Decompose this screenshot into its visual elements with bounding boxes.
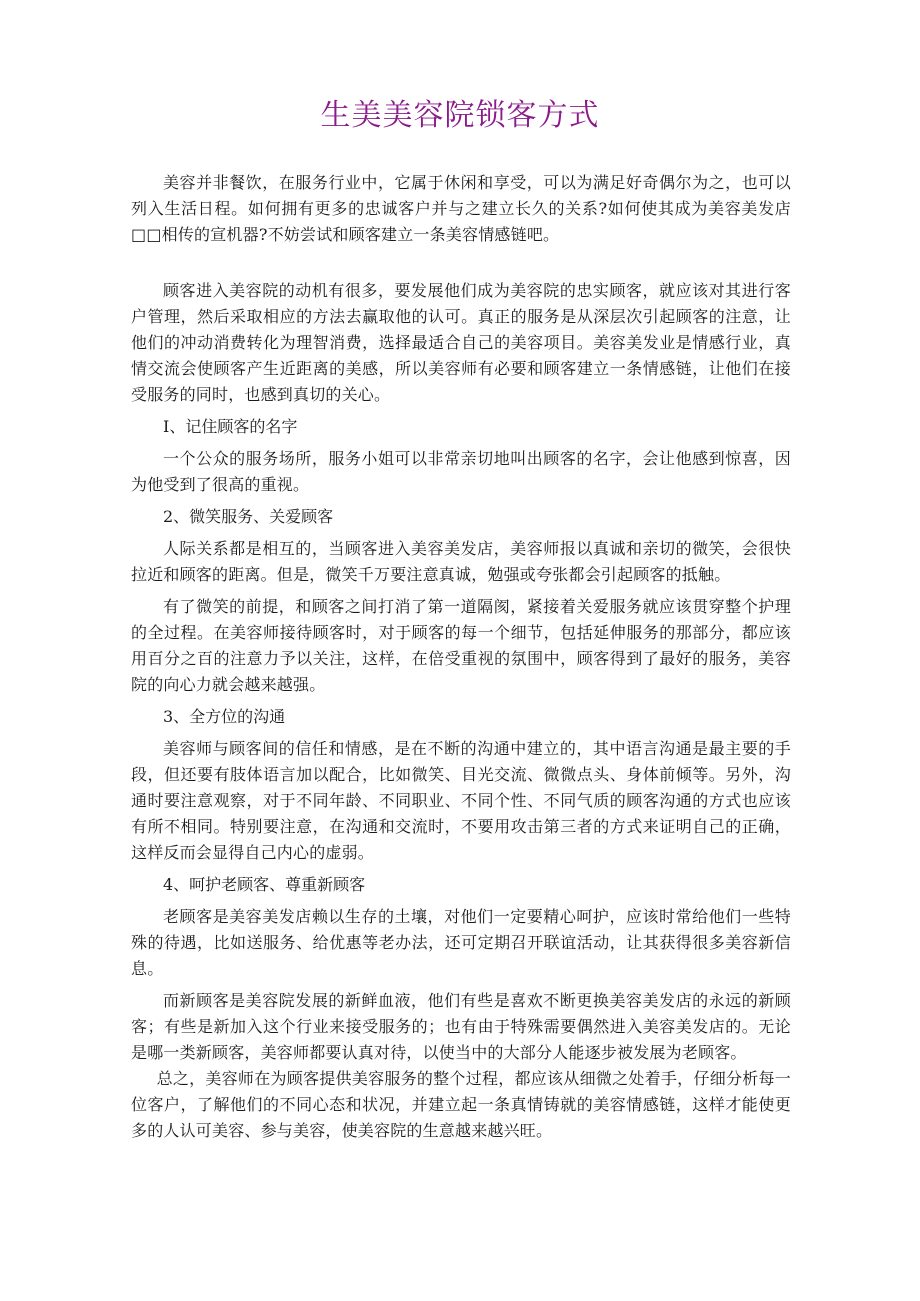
page-title: 生美美容院锁客方式 <box>320 98 600 133</box>
section-4-paragraph-1: 老顾客是美容美发店赖以生存的土壤，对他们一定要精心呵护，应该时常给他们一些特殊的待遇，比如送服务、给优惠等老办法，还可定期召开联谊活动，让其获得很多美容新信息。 <box>131 907 791 978</box>
spacer <box>131 248 791 278</box>
section-heading-4: 4、呵护老顾客、尊重新顾客 <box>163 875 366 894</box>
section-2-paragraph-1: 人际关系都是相互的，当顾客进入美容美发店，美容师报以真诚和亲切的微笑，会很快拉近和顾客的距离。但是，微笑千万要注意真诚，勉强或夸张都会引起顾客的抵触。 <box>131 539 791 584</box>
section-heading-1: I、记住顾客的名字 <box>163 417 298 436</box>
section-1-paragraph: 一个公众的服务场所，服务小姐可以非常亲切地叫出顾客的名字，会让他感到惊喜，因为他受到了很高的重视。 <box>131 449 791 494</box>
section-heading-3: 3、全方位的沟通 <box>163 707 286 726</box>
summary-paragraph: 总之，美容师在为顾客提供美容服务的整个过程，都应该从细微之处着手，仔细分析每一位客户，了解他们的不同心态和状况，并建立起一条真情铸就的美容情感链，这样才能使更多的人认可美容、参与美容，使美容院的生意越来越兴旺。 <box>131 1069 791 1140</box>
section-3-paragraph: 美容师与顾客间的信任和情感，是在不断的沟通中建立的，其中语言沟通是最主要的手段，但还要有肢体语言加以配合，比如微笑、目光交流、微微点头、身体前倾等。另外，沟通时要注意观察，对于不同年龄、不同职业、不同个性、不同气质的顾客沟通的方式也应该有所不相同。特别要注意，在沟通和交流时，不要用攻击第三者的方式来证明自己的正确，这样反而会显得自己内心的虚弱。 <box>131 739 791 862</box>
motivation-paragraph: 顾客进入美容院的动机有很多，要发展他们成为美容院的忠实顾客，就应该对其进行客户管理，然后采取相应的方法去赢取他的认可。真正的服务是从深层次引起顾客的注意，让他们的冲动消费转化为理智消费，选择最适合自己的美容项目。美容美发业是情感行业，真情交流会使顾客产生近距离的美感，所以美容师有必要和顾客建立一条情感链，让他们在接受服务的同时，也感到真切的关心。 <box>131 281 791 404</box>
document-body <box>131 170 791 1144</box>
intro-paragraph: 美容并非餐饮，在服务行业中，它属于休闲和享受，可以为满足好奇偶尔为之，也可以列入生活日程。如何拥有更多的忠诚客户并与之建立长久的关系?如何使其成为美容美发店□□相传的宣机器?不妨尝试和顾客建立一条美容情感链吧。 <box>131 173 791 244</box>
section-4-paragraph-2: 而新顾客是美容院发展的新鲜血液，他们有些是喜欢不断更换美容美发店的永远的新顾客；有些是新加入这个行业来接受服务的；也有由于特殊需要偶然进入美容美发店的。无论是哪一类新顾客，美容师都要认真对待，以使当中的大部分人能逐步被发展为老顾客。 <box>131 991 791 1062</box>
section-2-paragraph-2: 有了微笑的前提，和顾客之间打消了第一道隔阂，紧接着关爱服务就应该贯穿整个护理的全过程。在美容师接待顾客时，对于顾客的每一个细节，包括延伸服务的那部分，都应该用百分之百的注意力予以关注，这样，在倍受重视的氛围中，顾客得到了最好的服务，美容院的向心力就会越来越强。 <box>131 597 791 694</box>
section-heading-2: 2、微笑服务、关爱顾客 <box>163 507 334 526</box>
